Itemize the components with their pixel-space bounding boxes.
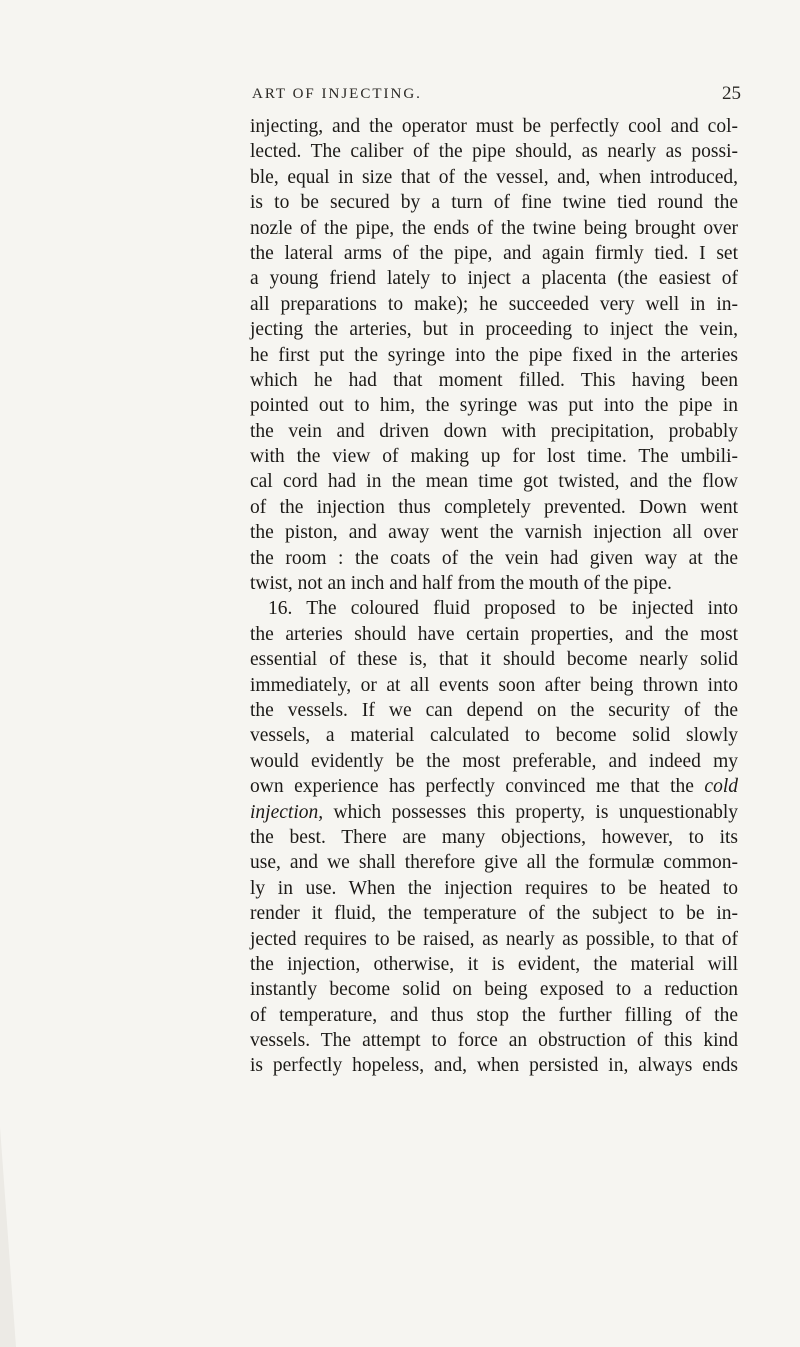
text-line: is to be secured by a turn of fine twine tied round the xyxy=(250,192,738,214)
paragraph-start-line: 16. The coloured fluid proposed to be injected into xyxy=(268,598,738,620)
text-line: the lateral arms of the pipe, and again firmly tied. I set xyxy=(250,242,738,264)
text-line: cal cord had in the mean time got twisted, and the flow xyxy=(250,471,738,493)
text-line: instantly become solid on being exposed to a reduction xyxy=(250,979,738,1001)
text-line: of temperature, and thus stop the further filling of the xyxy=(250,1004,738,1026)
text-line: pointed out to him, the syringe was put into the pipe in xyxy=(250,395,738,417)
running-title: ART OF INJECTING. xyxy=(252,86,422,102)
text-line: jected requires to be raised, as nearly as possible, to that of xyxy=(250,928,738,950)
text-line: nozle of the pipe, the ends of the twine being brought over xyxy=(250,217,738,239)
text-line: the injection, otherwise, it is evident, the material will xyxy=(250,953,738,975)
text-line: immediately, or at all events soon after being thrown into xyxy=(250,674,738,696)
italic-term: injection, xyxy=(250,801,324,823)
text-line-with-emphasis xyxy=(250,800,738,825)
page-number: 25 xyxy=(722,83,741,104)
page-edge-shadow xyxy=(0,1127,16,1347)
text-line: the vessels. If we can depend on the security of the xyxy=(250,699,738,721)
text-line: lected. The caliber of the pipe should, as nearly as possi- xyxy=(250,141,738,163)
text-line: he first put the syringe into the pipe fixed in the arteries xyxy=(250,344,738,366)
text-line: ble, equal in size that of the vessel, and, when introduced, xyxy=(250,166,738,188)
text-line: a young friend lately to inject a placenta (the easiest of xyxy=(250,268,738,290)
text-line: render it fluid, the temperature of the subject to be in- xyxy=(250,903,738,925)
running-header xyxy=(0,83,800,110)
text-line: of the injection thus completely prevented. Down went xyxy=(250,496,738,518)
text-line: would evidently be the most preferable, and indeed my xyxy=(250,750,738,772)
text-segment: which possesses this property, is unquestionably xyxy=(333,801,738,823)
text-line: all preparations to make); he succeeded very well in in- xyxy=(250,293,738,315)
text-line: is perfectly hopeless, and, when persisted in, always ends xyxy=(250,1055,738,1077)
text-line: essential of these is, that it should become nearly solid xyxy=(250,649,738,671)
body-text xyxy=(250,114,738,1079)
text-line: vessels, a material calculated to become solid slowly xyxy=(250,725,738,747)
text-line: use, and we shall therefore give all the formulæ common- xyxy=(250,852,738,874)
text-line: ly in use. When the injection requires to be heated to xyxy=(250,877,738,899)
text-line: the room : the coats of the vein had given way at the xyxy=(250,547,738,569)
text-line: the piston, and away went the varnish injection all over xyxy=(250,522,738,544)
text-line: which he had that moment filled. This having been xyxy=(250,369,738,391)
text-line: injecting, and the operator must be perfectly cool and col- xyxy=(250,116,738,137)
text-line: the arteries should have certain properties, and the most xyxy=(250,623,738,645)
text-line: with the view of making up for lost time. The umbili- xyxy=(250,446,738,468)
text-line: the best. There are many objections, however, to its xyxy=(250,826,738,848)
text-line: jecting the arteries, but in proceeding to inject the vein, xyxy=(250,319,738,341)
text-line-with-emphasis xyxy=(250,774,738,799)
text-line: the vein and driven down with precipitation, probably xyxy=(250,420,738,442)
text-line: vessels. The attempt to force an obstruction of this kind xyxy=(250,1030,738,1052)
text-line: twist, not an inch and half from the mouth of the pipe. xyxy=(250,573,672,595)
italic-term: cold xyxy=(704,776,738,798)
text-segment: own experience has perfectly convinced me that the xyxy=(250,776,694,798)
